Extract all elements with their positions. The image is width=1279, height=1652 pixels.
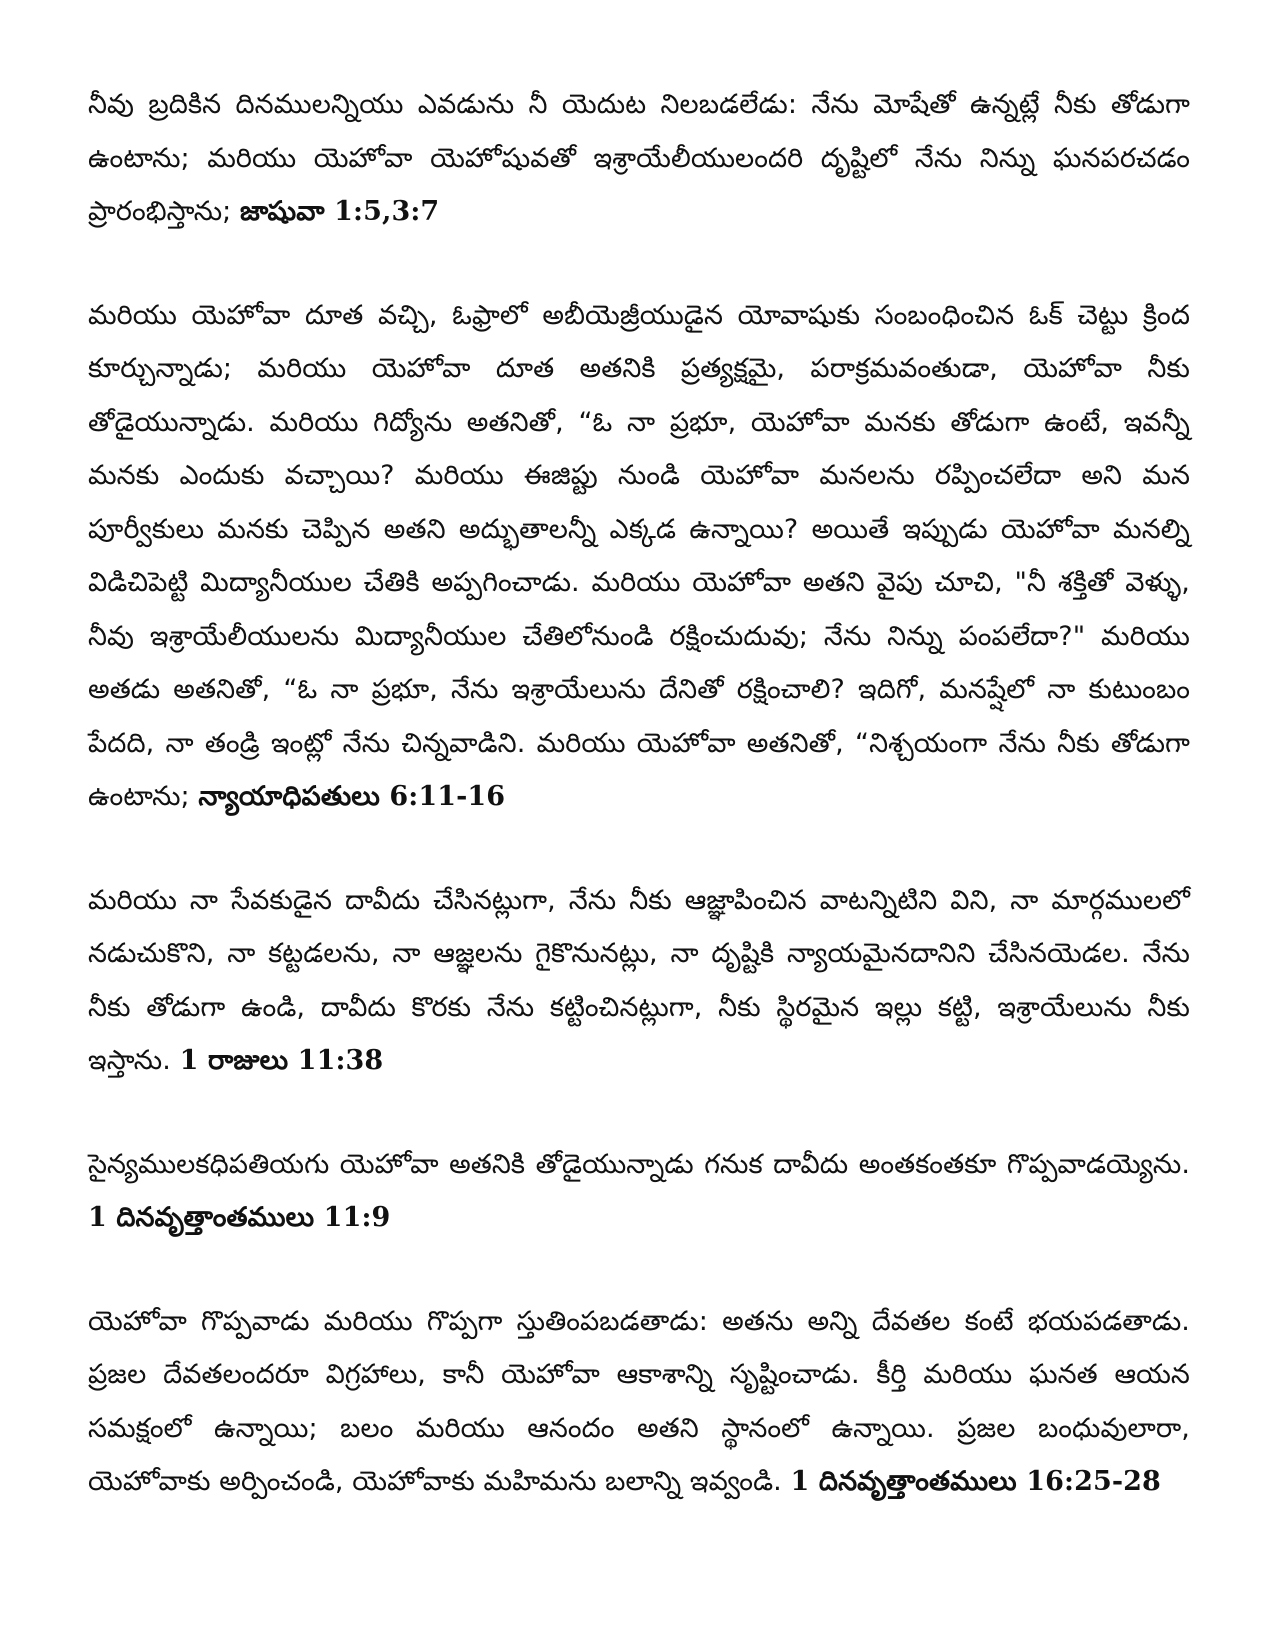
scripture-reference: న్యాయాధిపతులు 6:11-16 bbox=[198, 781, 506, 812]
passage-text: మరియు నా సేవకుడైన దావీదు చేసినట్లుగా, నేను నీకు ఆజ్ఞాపించిన వాటన్నిటిని విని, నా మార్గములలో నడుచుకొని, నా కట్టడలను, నా ఆజ్ఞలను గైకొనునట్లు, నా దృష్టికి న్యాయమైనదానిని చేసినయెడల. నేను నీకు తోడుగా ఉండి, దావీదు కొరకు నేను కట్టించినట్లుగా, నీకు స్థిరమైన ఇల్లు కట్టి, ఇశ్రాయేలును నీకు ఇస్తాను. bbox=[88, 884, 1190, 1076]
passage-text: సైన్యములకధిపతియగు యెహోవా అతనికి తోడైయున్నాడు గనుక దావీదు అంతకంతకూ గొప్పవాడయ్యెను. bbox=[88, 1148, 1190, 1180]
passage-1-chronicles-16 bbox=[88, 1295, 1190, 1509]
passage-text: మరియు యెహోవా దూత వచ్చి, ఓఫ్రాలో అబీయెజ్రీయుడైన యోవాషుకు సంబంధించిన ఓక్ చెట్టు క్రింద కూర్చున్నాడు; మరియు యెహోవా దూత అతనికి ప్రత్యక్షమై, పరాక్రమవంతుడా, యెహోవా నీకు తోడైయున్నాడు. మరియు గిద్యోను అతనితో, “ఓ నా ప్రభూ, యెహోవా మనకు తోడుగా ఉంటే, ఇవన్నీ మనకు ఎందుకు వచ్చాయి? మరియు ఈజిప్టు నుండి యెహోవా మనలను రప్పించలేదా అని మన పూర్వీకులు మనకు చెప్పిన అతని అద్భుతాలన్నీ ఎక్కడ ఉన్నాయి? అయితే ఇప్పుడు యెహోవా మనల్ని విడిచిపెట్టి మిద్యానీయుల చేతికి అప్పగించాడు. మరియు యెహోవా అతని వైపు చూచి, "నీ శక్తితో వెళ్ళు, నీవు ఇశ్రాయేలీయులను మిద్యానీయుల చేతిలోనుండి రక్షించుదువు; నేను నిన్ను పంపలేదా?" మరియు అతడు అతనితో, “ఓ నా ప్రభూ, నేను ఇశ్రాయేలును దేనితో రక్షించాలి? ఇదిగో, మనష్షేలో నా కుటుంబం పేదది, నా తండ్రి ఇంట్లో నేను చిన్నవాడిని. మరియు యెహోవా అతనితో, “నిశ్చయంగా నేను నీకు తోడుగా ఉంటాను; bbox=[88, 299, 1190, 812]
passage-joshua bbox=[88, 78, 1190, 239]
passage-text: యెహోవా గొప్పవాడు మరియు గొప్పగా స్తుతింపబడతాడు: అతను అన్ని దేవతల కంటే భయపడతాడు. ప్రజల దేవతలందరూ విగ్రహాలు, కానీ యెహోవా ఆకాశాన్ని సృష్టించాడు. కీర్తి మరియు ఘనత ఆయన సమక్షంలో ఉన్నాయి; బలం మరియు ఆనందం అతని స్థానంలో ఉన్నాయి. ప్రజల బంధువులారా, యెహోవాకు అర్పించండి, యెహోవాకు మహిమను బలాన్ని ఇవ్వండి. bbox=[88, 1305, 1190, 1497]
scripture-reference: 1 దినవృత్తాంతములు 11:9 bbox=[88, 1202, 391, 1233]
scripture-reference: 1 రాజులు 11:38 bbox=[179, 1045, 384, 1076]
document-page bbox=[88, 78, 1190, 1559]
scripture-reference: జాషువా 1:5,3:7 bbox=[240, 196, 440, 227]
passage-text: నీవు బ్రదికిన దినములన్నియు ఎవడును నీ యెదుట నిలబడలేడు: నేను మోషేతో ఉన్నట్లే నీకు తోడుగా ఉంటాను; మరియు యెహోవా యెహోషువతో ఇశ్రాయేలీయులందరి దృష్టిలో నేను నిన్ను ఘనపరచడం ప్రారంభిస్తాను; bbox=[88, 89, 1190, 227]
passage-1-chronicles-11 bbox=[88, 1138, 1190, 1245]
scripture-reference: 1 దినవృత్తాంతములు 16:25-28 bbox=[790, 1466, 1161, 1497]
passage-1-kings bbox=[88, 874, 1190, 1088]
passage-judges bbox=[88, 289, 1190, 824]
